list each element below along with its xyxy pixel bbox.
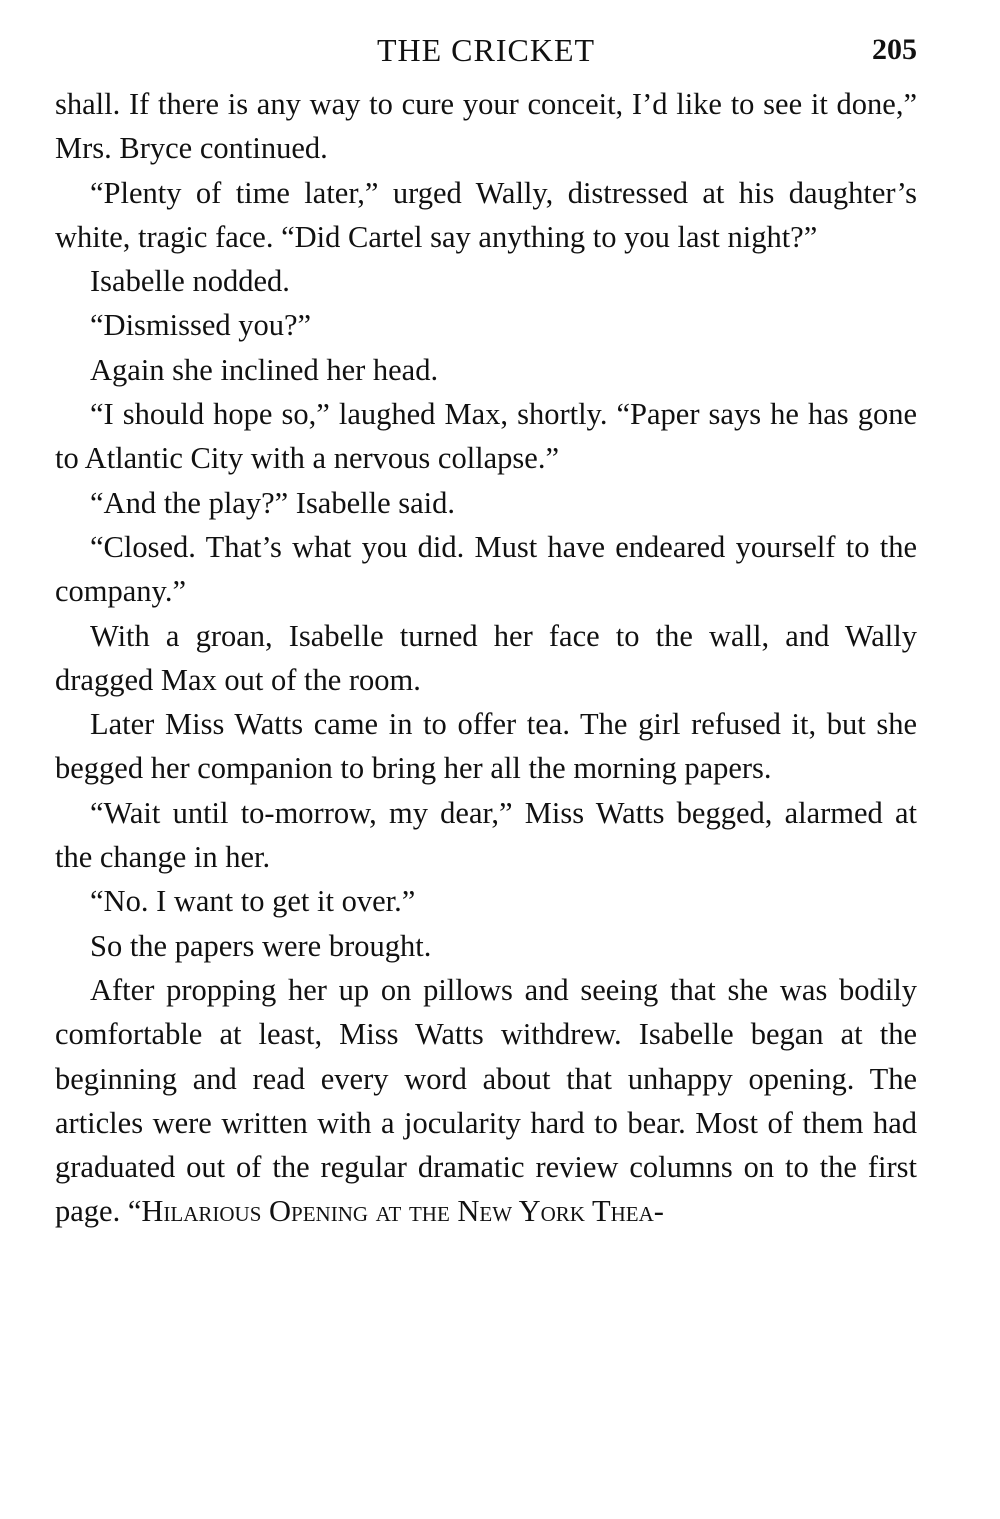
paragraph: Isabelle nodded. [90, 264, 290, 299]
paragraph [55, 968, 917, 1234]
paragraph: “Closed. That’s what you did. Must have endeared yourself to the company.” [55, 529, 917, 609]
paragraph: “Dismissed you?” [90, 308, 312, 343]
paragraph: “And the play?” Isabelle said. [90, 485, 456, 520]
running-head [55, 28, 917, 72]
headline-text: Hilarious Opening at the New York Thea- [141, 1194, 664, 1229]
paragraph: Later Miss Watts came in to offer tea. The girl refused it, but she begged her companion to bring her all the morning papers. [55, 707, 917, 786]
paragraph-text: After propping her up on pillows and seeing that she was bodily comfortable at least, Miss Watts withdrew. Isabelle began at the beginning and read every word about that unhappy opening. The articles were written with a jocularity hard to bear. Most of them had graduated out of the regular dramatic review columns on to the first page. “ [55, 972, 917, 1229]
paragraph: So the papers were brought. [90, 928, 432, 963]
running-title: THE CRICKET [376, 32, 596, 68]
paragraph: “No. I want to get it over.” [90, 884, 416, 919]
paragraph: Again she inclined her head. [90, 352, 439, 387]
body-text [55, 82, 917, 1234]
paragraph: “Plenty of time later,” urged Wally, distressed at his daughter’s white, tragic face. “Did Cartel say anything to you last night?” [55, 175, 917, 254]
page-number: 205 [872, 33, 917, 66]
paragraph: “I should hope so,” laughed Max, shortly. “Paper says he has gone to Atlantic City with a nervous collapse.” [55, 397, 917, 476]
paragraph: “Wait until to-morrow, my dear,” Miss Watts begged, alarmed at the change in her. [55, 795, 917, 875]
paragraph: shall. If there is any way to cure your conceit, I’d like to see it done,” Mrs. Bryce continued. [55, 87, 917, 166]
paragraph: With a groan, Isabelle turned her face to the wall, and Wally dragged Max out of the room. [55, 618, 917, 697]
